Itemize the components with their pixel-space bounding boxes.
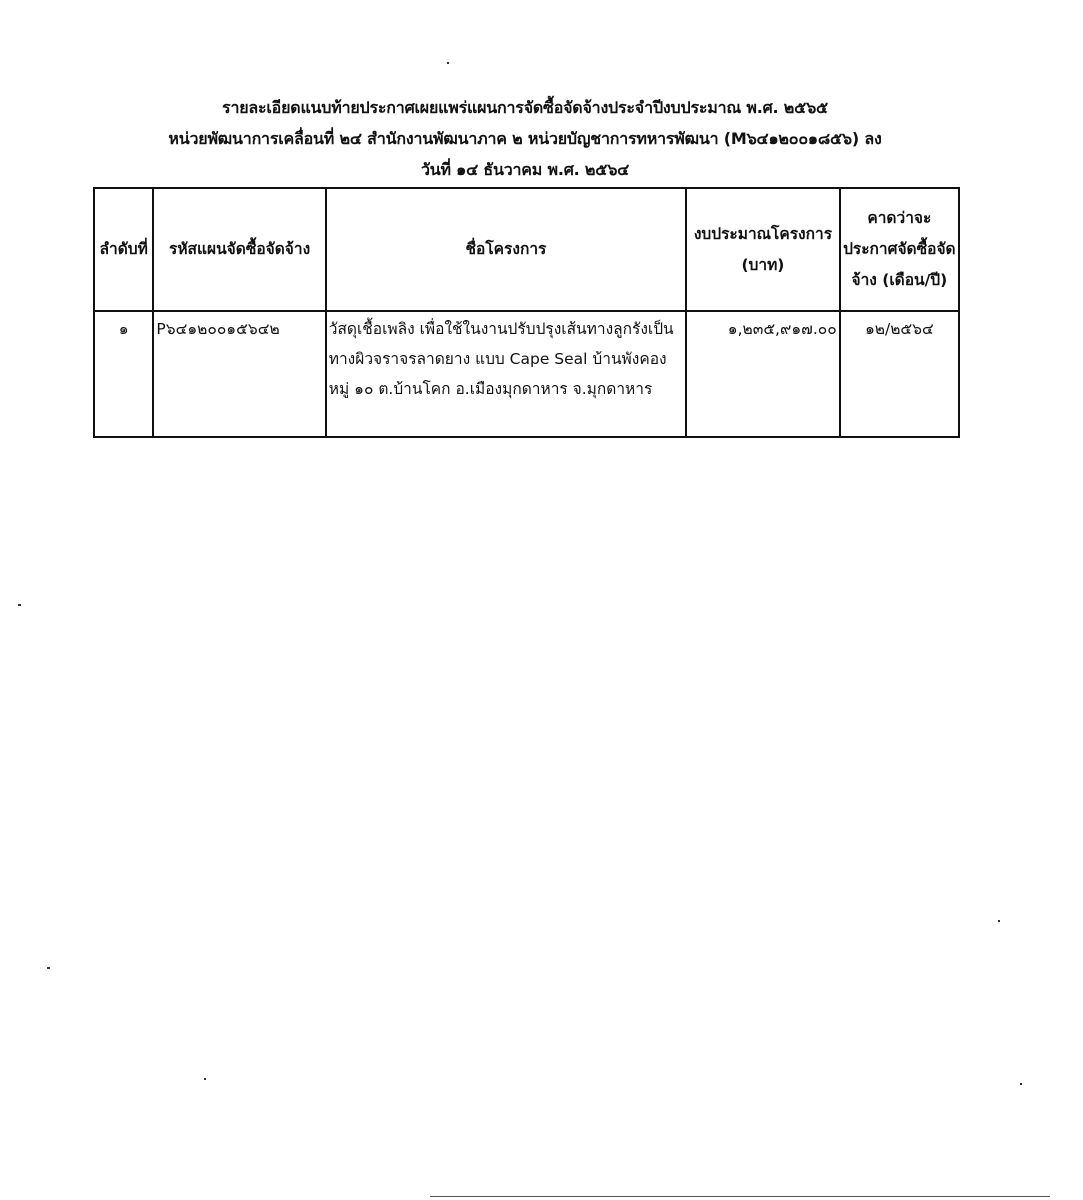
document-header [90,92,960,185]
table-header-row [94,188,959,311]
cell-announce-month: ๑๒/๒๕๖๔ [840,311,959,437]
column-header-announce-month: คาดว่าจะประกาศจัดซื้อจัดจ้าง (เดือน/ปี) [840,188,959,311]
cell-plan-code: P๖๔๑๒๐๐๑๕๖๔๒ [153,311,325,437]
scan-speck [204,1078,206,1080]
scan-edge-line [430,1196,1050,1197]
scan-speck [47,967,50,969]
procurement-plan-table [93,187,960,438]
table-row [94,311,959,437]
header-date-line: วันที่ ๑๔ ธันวาคม พ.ศ. ๒๕๖๔ [420,160,630,179]
header-title-line: รายละเอียดแนบท้ายประกาศเผยแพร่แผนการจัดซื้อจัดจ้างประจำปีงบประมาณ พ.ศ. ๒๕๖๕ [222,98,828,117]
column-header-no: ลำดับที่ [94,188,153,311]
header-unit-line: หน่วยพัฒนาการเคลื่อนที่ ๒๔ สำนักงานพัฒนาภาค ๒ หน่วยบัญชาการทหารพัฒนา (M๖๔๑๒๐๐๑๘๕๖) ลง [168,129,882,148]
scan-speck [1020,1083,1022,1085]
column-header-project-name: ชื่อโครงการ [326,188,686,311]
scan-speck [447,62,449,64]
cell-budget: ๑,๒๓๕,๙๑๗.๐๐ [686,311,840,437]
column-header-plan-code: รหัสแผนจัดซื้อจัดจ้าง [153,188,325,311]
cell-project-name: วัสดุเชื้อเพลิง เพื่อใช้ในงานปรับปรุงเส้นทางลูกรังเป็นทางผิวจราจรลาดยาง แบบ Cape Seal บ้านพังคอง หมู่ ๑๐ ต.บ้านโคก อ.เมืองมุกดาหาร จ.มุกดาหาร [326,311,686,437]
cell-no: ๑ [94,311,153,437]
column-header-budget: งบประมาณโครงการ (บาท) [686,188,840,311]
scan-speck [998,920,1000,922]
scan-speck [18,604,21,606]
